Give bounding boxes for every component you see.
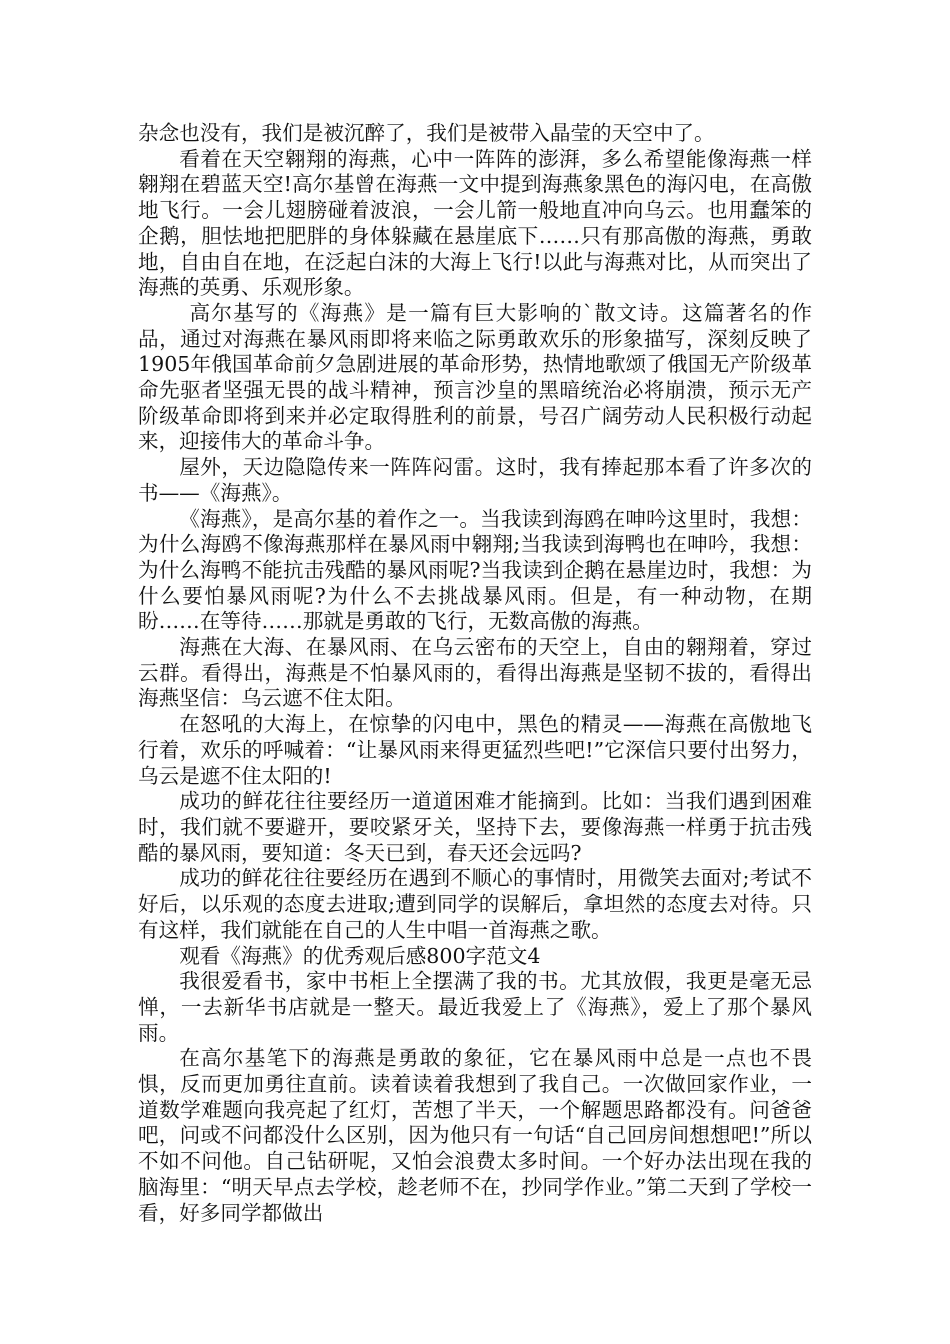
section-heading: 观看《海燕》的优秀观后感800字范文4 <box>179 943 541 968</box>
paragraph: 海燕在大海、在暴风雨、在乌云密布的天空上，自由的翱翔着，穿过云群。看得出，海燕是不怕暴风雨的，看得出海燕是坚韧不拔的，看得出海燕坚信：乌云遮不住太阳。 <box>138 635 812 711</box>
paragraph: 成功的鲜花往往要经历在遇到不顺心的事情时，用微笑去面对;考试不好后，以乐观的态度去进取;遭到同学的误解后，拿坦然的态度去对待。只有这样，我们就能在自己的人生中唱一首海燕之歌。 <box>138 866 812 942</box>
paragraph: 屋外，天边隐隐传来一阵阵闷雷。这时，我有捧起那本看了许多次的书——《海燕》。 <box>138 455 812 505</box>
paragraph: 我很爱看书，家中书柜上全摆满了我的书。尤其放假，我更是毫无忌惮，一去新华书店就是一整天。最近我爱上了《海燕》，爱上了那个暴风雨。 <box>138 969 812 1045</box>
paragraph-continuation: 杂念也没有，我们是被沉醉了，我们是被带入晶莹的天空中了。 <box>138 121 715 145</box>
paragraph: 高尔基写的《海燕》是一篇有巨大影响的`散文诗。这篇著名的作品，通过对海燕在暴风雨即将来临之际勇敢欢乐的形象描写，深刻反映了1905年俄国革命前夕急剧进展的革命形势，热情地歌颂了俄国无产阶级革命先驱者坚强无畏的战斗精神，预言沙皇的黑暗统治必将崩溃，预示无产阶级革命即将到来并必定取得胜利的前景，号召广阔劳动人民积极行动起来，迎接伟大的革命斗争。 <box>138 300 812 454</box>
document-page <box>138 121 812 1226</box>
paragraph: 成功的鲜花往往要经历一道道困难才能摘到。比如：当我们遇到困难时，我们就不要避开，要咬紧牙关，坚持下去，要像海燕一样勇于抗击残酷的暴风雨，要知道：冬天已到，春天还会远吗? <box>138 789 812 865</box>
paragraph: 在高尔基笔下的海燕是勇敢的象征，它在暴风雨中总是一点也不畏惧，反而更加勇往直前。读着读着我想到了我自己。一次做回家作业，一道数学难题向我亮起了红灯，苦想了半天，一个解题思路都没有。问爸爸吧，问或不问都没什么区别，因为他只有一句话“自己回房间想想吧!”所以不如不问他。自己钻研呢，又怕会浪费太多时间。一个好办法出现在我的脑海里：“明天早点去学校，趁老师不在，抄同学作业。”第二天到了学校一看，好多同学都做出 <box>138 1046 812 1225</box>
paragraph: 看着在天空翱翔的海燕，心中一阵阵的澎湃，多么希望能像海燕一样翱翔在碧蓝天空!高尔基曾在海燕一文中提到海燕象黑色的海闪电，在高傲地飞行。一会儿翅膀碰着波浪，一会儿箭一般地直冲向乌云。也用蠢笨的企鹅，胆怯地把肥胖的身体躲藏在悬崖底下……只有那高傲的海燕，勇敢地，自由自在地，在泛起白沫的大海上飞行!以此与海燕对比，从而突出了海燕的英勇、乐观形象。 <box>138 146 812 300</box>
paragraph: 《海燕》，是高尔基的着作之一。当我读到海鸥在呻吟这里时，我想：为什么海鸥不像海燕那样在暴风雨中翱翔;当我读到海鸭也在呻吟，我想：为什么海鸭不能抗击残酷的暴风雨呢?当我读到企鹅在悬崖边时，我想：为什么要怕暴风雨呢?为什么不去挑战暴风雨。但是，有一种动物，在期盼……在等待……那就是勇敢的飞行，无数高傲的海燕。 <box>138 506 812 634</box>
paragraph: 在怒吼的大海上，在惊挚的闪电中，黑色的精灵——海燕在高傲地飞行着，欢乐的呼喊着：“让暴风雨来得更猛烈些吧!”它深信只要付出努力，乌云是遮不住太阳的! <box>138 712 812 788</box>
